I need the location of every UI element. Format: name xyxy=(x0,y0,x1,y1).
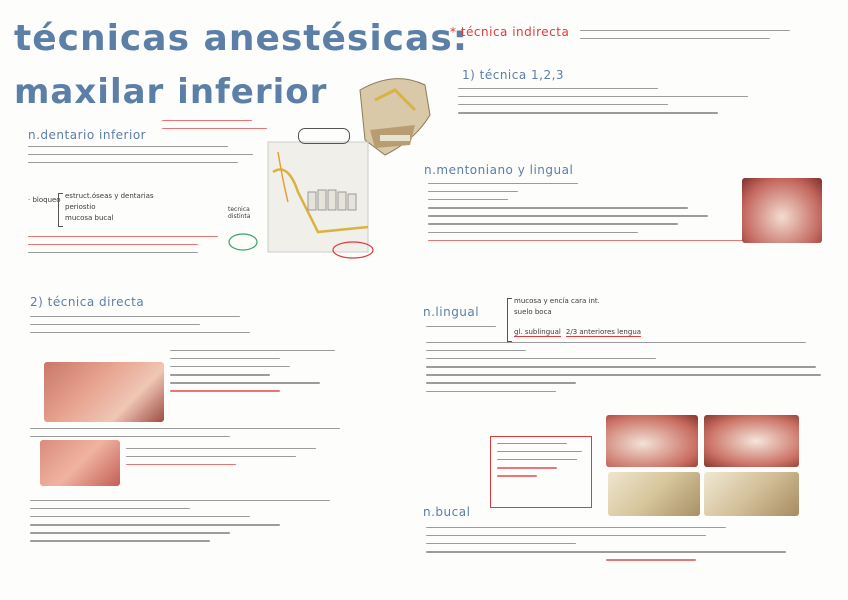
bloqueo-list xyxy=(65,192,154,222)
text-block-puncion xyxy=(30,500,350,549)
clinical-photo-5 xyxy=(704,415,799,467)
lingual-item: gl. sublingual xyxy=(514,328,561,336)
section-tecnica-123: 1) técnica 1,2,3 xyxy=(462,68,565,82)
text-block-photo2-right xyxy=(126,448,326,472)
bloqueo-brace xyxy=(58,193,63,227)
skull-photo-1 xyxy=(608,472,700,516)
text-block-lingual-left xyxy=(426,326,506,334)
text-block-directa xyxy=(30,316,260,340)
lingual-item: suelo boca xyxy=(514,308,552,316)
section-n-bucal: n.bucal xyxy=(423,505,471,519)
clinical-photo-3 xyxy=(742,178,822,243)
red-notes-dentario xyxy=(28,236,248,260)
section-mentoniano: n.mentoniano y lingual xyxy=(424,163,574,177)
lingual-brace xyxy=(507,298,512,342)
section-n-lingual: n.lingual xyxy=(423,305,480,319)
section-tecnica-directa: 2) técnica directa xyxy=(30,295,145,309)
red-note-box xyxy=(490,436,592,508)
lingual-list xyxy=(514,297,641,340)
bloqueo-label: · bloqueo xyxy=(28,196,61,204)
section-n-dentario-inferior: n.dentario inferior xyxy=(28,128,147,142)
section-tecnica-indirecta: * técnica indirecta xyxy=(450,25,570,39)
diagram-callout-red: tecnica distinta xyxy=(228,206,251,220)
clinical-photo-2 xyxy=(40,440,120,486)
text-block-lingual xyxy=(426,342,826,399)
text-block-directa-right xyxy=(170,350,340,399)
text-block-bucal xyxy=(426,527,806,567)
lingual-item: mucosa y encía cara int. xyxy=(514,297,600,305)
text-block-indirecta xyxy=(580,30,800,46)
lingual-item: 2/3 anteriores lengua xyxy=(565,328,642,336)
clinical-photo-4 xyxy=(606,415,698,467)
text-block-123 xyxy=(458,88,758,120)
page-title-line1: técnicas anestésicas: xyxy=(14,18,469,59)
text-block-dentario xyxy=(28,146,258,170)
bloqueo-item: mucosa bucal xyxy=(65,214,114,222)
bloqueo-item: periostio xyxy=(65,203,96,211)
mandible-diagram xyxy=(228,132,378,262)
skull-photo-2 xyxy=(704,472,799,516)
clinical-photo-1 xyxy=(44,362,164,422)
page-title-line2: maxilar inferior xyxy=(14,72,328,112)
bloqueo-item: estruct.óseas y dentarias xyxy=(65,192,154,200)
diagram-callout-box xyxy=(298,128,350,144)
text-block-mentoniano xyxy=(428,183,728,248)
